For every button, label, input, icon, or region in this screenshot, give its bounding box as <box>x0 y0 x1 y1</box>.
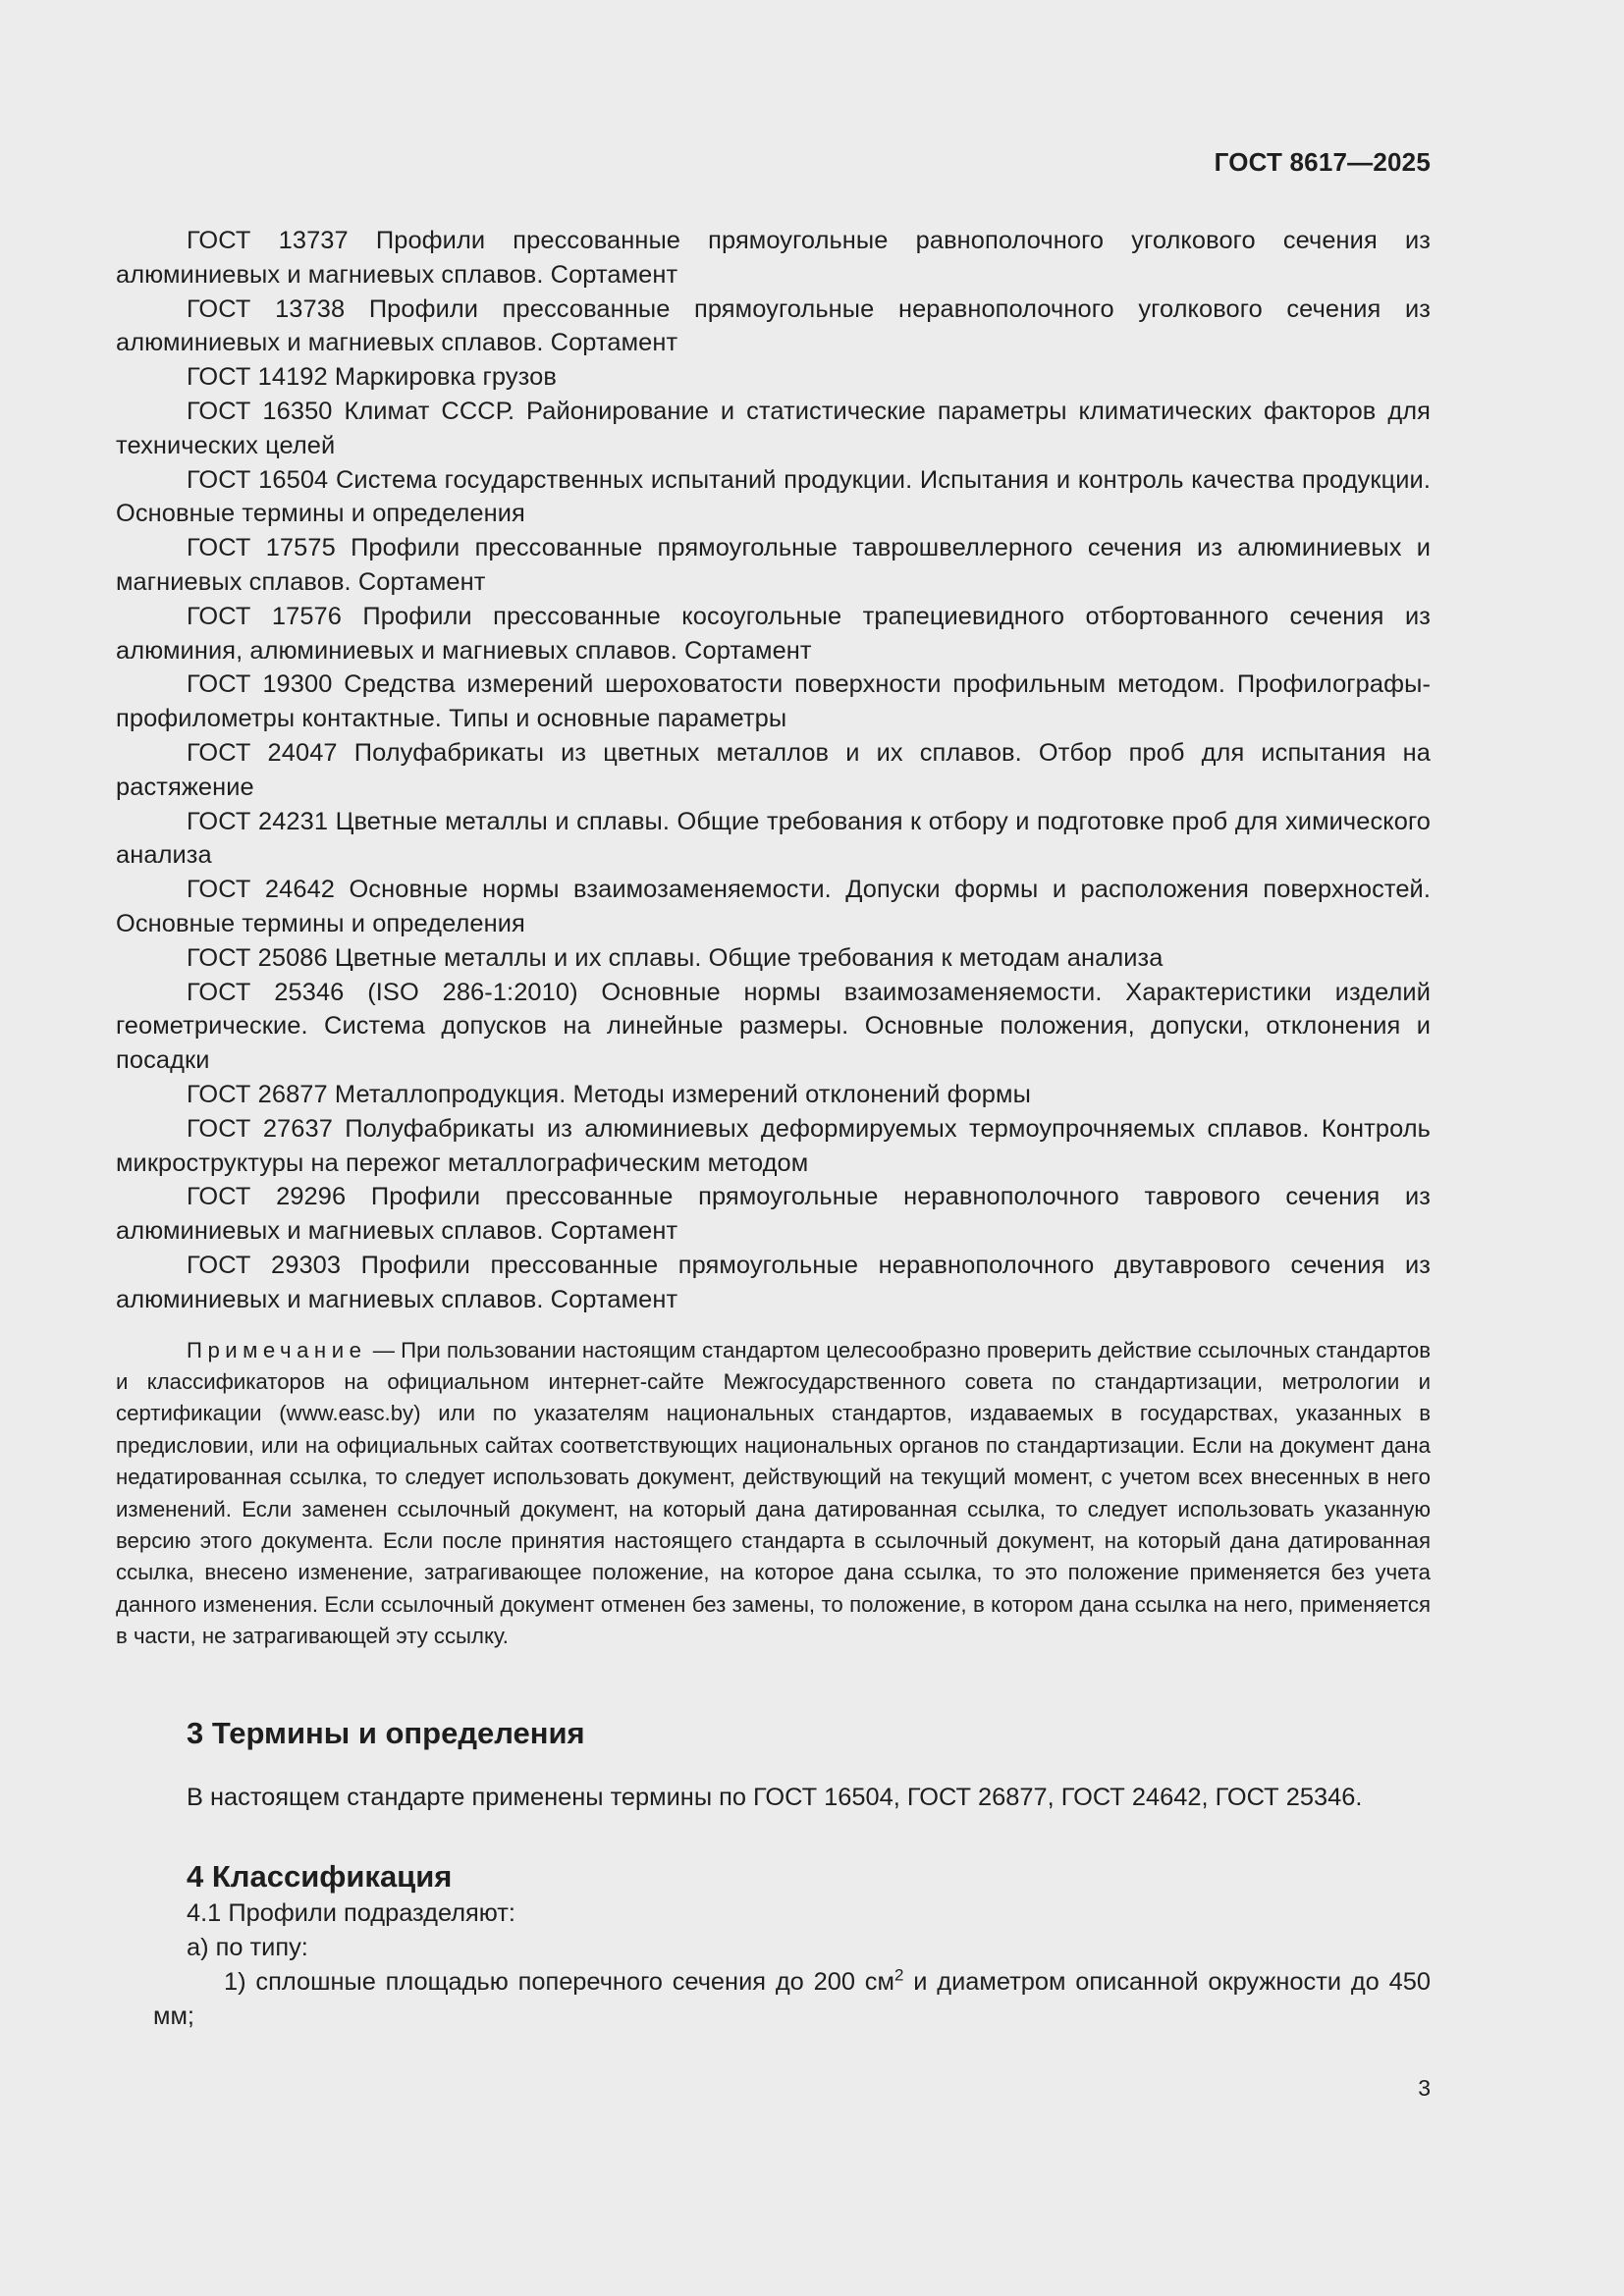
reference-item <box>116 531 1431 600</box>
reference-item <box>116 941 1431 976</box>
reference-title: Профили прессованные прямоугольные неравнополочного уголкового сечения из алюминиевых и магниевых сплавов. Сортамент <box>116 294 1431 357</box>
reference-code: ГОСТ 29296 <box>187 1183 347 1211</box>
page-content <box>116 224 1431 2034</box>
reference-code: ГОСТ 26877 <box>187 1080 328 1108</box>
page-number: 3 <box>1418 2075 1431 2101</box>
reference-title: Цветные металлы и сплавы. Общие требования к отбору и подготовке проб для химического анализа <box>116 807 1432 870</box>
note-label: Примечание <box>187 1337 367 1362</box>
reference-title: Профили прессованные прямоугольные неравнополочного двутаврового сечения из алюминиевых и магниевых сплавов. Сортамент <box>116 1251 1431 1313</box>
reference-title: Профили прессованные косоугольные трапециевидного отбортованного сечения из алюминия, алюминиевых и магниевых сплавов. Сортамент <box>116 602 1431 665</box>
reference-title: Профили прессованные прямоугольные равнополочного уголкового сечения из алюминиевых и магниевых сплавов. Сортамент <box>116 227 1431 289</box>
section-3-text: В настоящем стандарте применены термины по ГОСТ 16504, ГОСТ 26877, ГОСТ 24642, ГОСТ 25346. <box>187 1783 1363 1811</box>
normative-references-list <box>116 224 1431 1317</box>
superscript-2: 2 <box>893 1965 904 1985</box>
reference-code: ГОСТ 16350 <box>187 397 333 425</box>
reference-item <box>116 667 1431 736</box>
reference-item <box>116 224 1431 293</box>
note-paragraph <box>116 1335 1431 1653</box>
list-item-1 <box>153 1965 1431 2034</box>
reference-item <box>116 1180 1431 1249</box>
reference-item <box>116 873 1431 941</box>
document-code-header: ГОСТ 8617—2025 <box>1214 147 1431 177</box>
reference-item <box>116 293 1431 361</box>
reference-code: ГОСТ 24642 <box>187 876 336 904</box>
reference-code: ГОСТ 16504 <box>187 465 329 494</box>
list-item-a: а) по типу: <box>187 1934 308 1962</box>
list-item-1-text-end: и диаметром описанной окружности до 450 мм; <box>153 1967 1431 2030</box>
reference-item <box>116 976 1431 1078</box>
reference-item <box>116 395 1431 463</box>
note-text: — При пользовании настоящим стандартом целесообразно проверить действие ссылочных стандартов и классификаторов на официальном интернет-сайте Межгосударственного совета по стандартизации, метрологии и сертификации (www.easc.by) или по указателям национальных стандартов, издаваемых в государствах, указанных в предисловии, или на официальных сайтах соответствующих национальных органов по стандартизации. Если на документ дана недатированная ссылка, то следует использовать документ, действующий на текущий момент, с учетом всех внесенных в него изменений. Если заменен ссылочный документ, на который дана датированная ссылка, то следует использовать указанную версию этого документа. Если после принятия настоящего стандарта в ссылочный документ, на который дана датированная ссылка, внесено изменение, затрагивающее положение, на которое дана ссылка, то это положение применяется без учета данного изменения. Если ссылочный документ отменен без замены, то положение, в котором дана ссылка на него, применяется в части, не затрагивающей эту ссылку. <box>116 1337 1431 1649</box>
reference-title: Полуфабрикаты из цветных металлов и их сплавов. Отбор проб для испытания на растяжение <box>116 738 1431 801</box>
reference-item <box>116 736 1431 805</box>
reference-item <box>116 463 1431 532</box>
reference-code: ГОСТ 24047 <box>187 738 338 767</box>
reference-code: ГОСТ 27637 <box>187 1114 333 1143</box>
reference-item <box>116 1078 1431 1112</box>
reference-title: Маркировка грузов <box>334 363 557 392</box>
reference-title: (ISO 286-1:2010) Основные нормы взаимозаменяемости. Характеристики изделий геометрические. Система допусков на линейные размеры. Основные положения, допуски, отклонения и посадки <box>116 978 1431 1075</box>
reference-code: ГОСТ 24231 <box>187 807 329 835</box>
reference-title: Система государственных испытаний продукции. Испытания и контроль качества продукции. Основные термины и определения <box>116 465 1431 528</box>
reference-item <box>116 1112 1431 1181</box>
reference-code: ГОСТ 13738 <box>187 294 346 323</box>
clause-4-1: 4.1 Профили подразделяют: <box>187 1899 515 1928</box>
reference-item <box>116 600 1431 668</box>
reference-item <box>116 1249 1431 1317</box>
reference-code: ГОСТ 17576 <box>187 602 342 630</box>
reference-title: Полуфабрикаты из алюминиевых деформируемых термоупрочняемых сплавов. Контроль микроструктуры на пережог металлографическим методом <box>116 1114 1431 1177</box>
reference-code: ГОСТ 13737 <box>187 227 349 254</box>
reference-title: Профили прессованные прямоугольные неравнополочного таврового сечения из алюминиевых и магниевых сплавов. Сортамент <box>116 1183 1431 1246</box>
list-item-1-text: 1) сплошные площадью поперечного сечения до 200 см <box>224 1967 894 1996</box>
reference-title: Профили прессованные прямоугольные таврошвеллерного сечения из алюминиевых и магниевых сплавов. Сортамент <box>116 534 1432 596</box>
reference-title: Цветные металлы и их сплавы. Общие требования к методам анализа <box>334 943 1164 972</box>
reference-code: ГОСТ 14192 <box>187 363 328 392</box>
section-4-heading: 4 Классификация <box>187 1859 453 1895</box>
reference-item <box>116 360 1431 395</box>
reference-code: ГОСТ 25086 <box>187 943 328 972</box>
reference-title: Металлопродукция. Методы измерений отклонений формы <box>334 1080 1031 1108</box>
reference-title: Основные нормы взаимозаменяемости. Допуски формы и расположения поверхностей. Основные термины и определения <box>116 876 1431 937</box>
reference-item <box>116 805 1431 874</box>
section-3-heading: 3 Термины и определения <box>187 1715 585 1750</box>
reference-code: ГОСТ 19300 <box>187 670 333 699</box>
reference-code: ГОСТ 29303 <box>187 1251 342 1279</box>
reference-code: ГОСТ 17575 <box>187 534 336 562</box>
reference-title: Климат СССР. Районирование и статистические параметры климатических факторов для технических целей <box>116 397 1431 459</box>
reference-title: Средства измерений шероховатости поверхности профильным методом. Профилографы-профилометры контактные. Типы и основные параметры <box>116 670 1432 733</box>
reference-code: ГОСТ 25346 <box>187 978 345 1006</box>
